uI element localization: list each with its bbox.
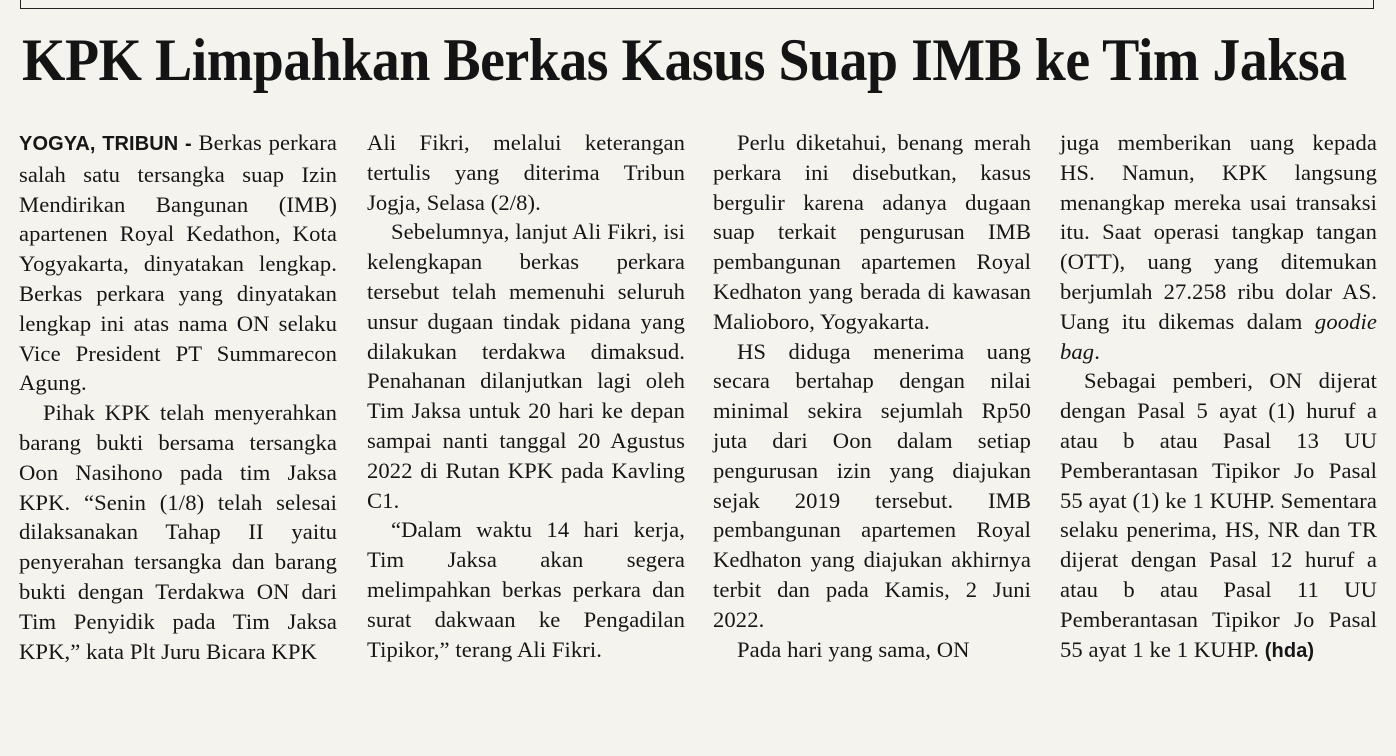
paragraph-text: Berkas perkara salah satu tersangka suap Izin Mendirikan Bangunan (IMB) apartenen Royal Kedathon, Kota Yogyakarta, dinyatakan lengkap. Berkas perkara yang dinyatakan lengkap ini atas nama ON selaku Vice President PT Summarecon Agung.	[19, 130, 338, 396]
paragraph: Sebelumnya, lanjut Ali Fikri, isi kelengkapan berkas perkara tersebut telah memenuhi seluruh unsur dugaan tindak pidana yang dilakukan terdakwa dimaksud. Penahanan dilanjutkan lagi oleh Tim Jaksa untuk 20 hari ke depan sampai nanti tanggal 20 Agustus 2022 di Rutan KPK pada Kavling C1.	[367, 219, 685, 513]
paragraph: HS diduga menerima uang secara bertahap dengan nilai minimal sekira sejumlah Rp50 juta dari Oon dalam setiap pengurusan izin yang diajukan sejak 2019 tersebut. IMB pembangunan apartemen Royal Kedhaton yang diajukan akhirnya terbit dan pada Kamis, 2 Juni 2022.	[713, 338, 1031, 632]
article-column-4	[1060, 128, 1377, 666]
paragraph: “Dalam waktu 14 hari kerja, Tim Jaksa akan segera melimpahkan berkas perkara dan surat dakwaan ke Pengadilan Tipikor,” terang Ali Fikri.	[367, 517, 685, 662]
paragraph	[1060, 128, 1377, 366]
paragraph: Ali Fikri, melalui keterangan tertulis yang diterima Tribun Jogja, Selasa (2/8).	[367, 130, 685, 215]
paragraph: Pihak KPK telah menyerahkan barang bukti bersama tersangka Oon Nasihono pada tim Jaksa KPK. “Senin (1/8) telah selesai dilaksanakan Tahap II yaitu penyerahan tersangka dan barang bukti dengan Terdakwa ON dari Tim Penyidik pada Tim Jaksa KPK,” kata Plt Juru Bicara KPK	[19, 400, 337, 664]
paragraph: Perlu diketahui, benang merah perkara ini disebutkan, kasus bergulir karena adanya dugaan suap terkait pengurusan IMB pembangunan apartemen Royal Kedhaton yang berada di kawasan Malioboro, Yogyakarta.	[713, 130, 1031, 334]
paragraph-text: juga memberikan uang kepada HS. Namun, KPK langsung menangkap mereka usai transaksi itu. Saat operasi tangkap tangan (OTT), uang yang ditemukan berjumlah 27.258 ribu dolar AS. Uang itu dikemas dalam	[1060, 130, 1377, 334]
top-border-rule	[20, 0, 1374, 9]
paragraph-text: Sebagai pemberi, ON dijerat dengan Pasal 5 ayat (1) huruf a atau b atau Pasal 13 UU Pemberantasan Tipikor Jo Pasal 55 ayat (1) ke 1 KUHP. Sementara selaku penerima, HS, NR dan TR dijerat dengan Pasal 12 huruf a atau b atau Pasal 11 UU Pemberantasan Tipikor Jo Pasal 55 ayat 1 ke 1 KUHP.	[1060, 368, 1377, 662]
article-column-3	[713, 128, 1031, 664]
headline: KPK Limpahkan Berkas Kasus Suap IMB ke Tim Jaksa	[22, 27, 1347, 93]
paragraph: Pada hari yang sama, ON	[737, 636, 970, 662]
punctuation: .	[1094, 338, 1100, 364]
dateline: YOGYA, TRIBUN -	[19, 133, 192, 155]
paragraph	[1060, 366, 1377, 666]
author-credit: (hda)	[1264, 639, 1315, 662]
italic-term: goodie bag	[1060, 308, 1378, 364]
article-column-2	[367, 128, 685, 664]
paragraph	[19, 128, 337, 398]
article-column-1	[19, 128, 337, 666]
